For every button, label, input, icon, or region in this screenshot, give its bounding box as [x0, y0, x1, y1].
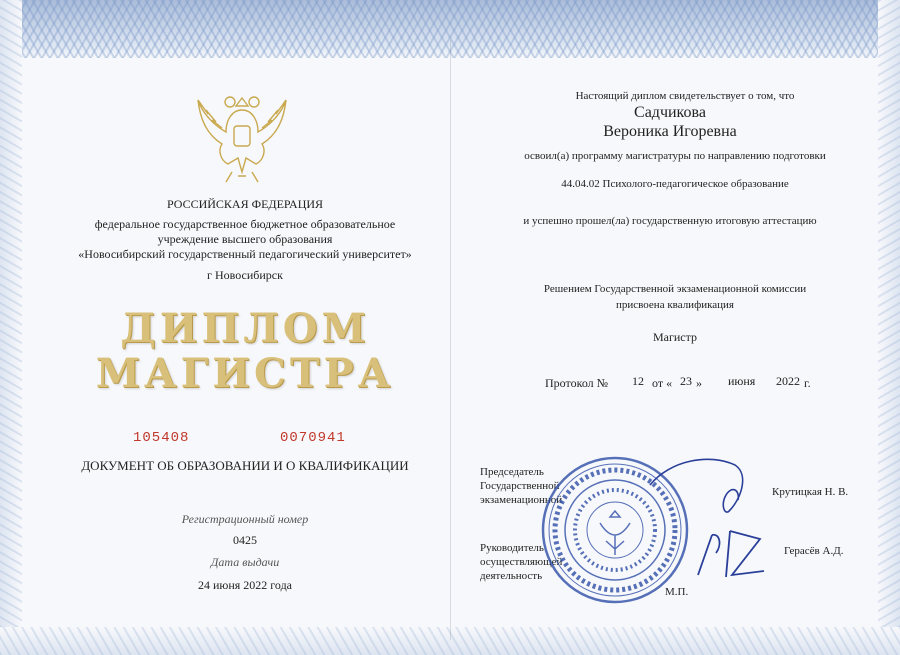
graduate-name: Вероника Игоревна [603, 123, 737, 140]
registration-label: Регистрационный номер [181, 512, 309, 526]
issue-date-label: Дата выдачи [210, 555, 280, 569]
protocol-year: 2022 [776, 374, 800, 388]
diploma-title-line-2: МАГИСТРА [95, 350, 395, 397]
country-name: РОССИЙСКАЯ ФЕДЕРАЦИЯ [166, 197, 324, 211]
decision-line-2: присвоена квалификация [616, 299, 734, 311]
protocol-day-close: » [696, 376, 702, 390]
organization-line-3: «Новосибирский государственный педагогический университет» [78, 247, 412, 261]
graduate-surname: Садчикова [634, 104, 706, 121]
chair-label-2: Государственной [480, 480, 560, 492]
stamp-place-label: М.П. [665, 586, 689, 598]
protocol-year-suffix: г. [804, 376, 811, 390]
head-label-3: деятельность [480, 570, 543, 582]
issuing-city: г Новосибирск [207, 268, 283, 282]
protocol-day: 23 [680, 374, 692, 388]
intro-text: Настоящий диплом свидетельствует о том, что [575, 90, 795, 102]
serial-series: 105408 [133, 430, 190, 446]
chair-label-1: Председатель [480, 466, 544, 478]
head-signature-icon [690, 525, 770, 585]
decision-line-1: Решением Государственной экзаменационной комиссии [543, 283, 807, 295]
head-label-2: осуществляющей [480, 556, 563, 568]
program-text: освоил(а) программу магистратуры по направлению подготовки [524, 150, 826, 162]
head-name: Герасёв А.Д. [784, 545, 844, 557]
page-fold [450, 40, 451, 640]
decorative-border-right [878, 0, 900, 655]
coat-of-arms-icon [192, 80, 292, 190]
diploma-title-line-1: ДИПЛОМ [120, 305, 370, 352]
chair-signature-icon [640, 455, 750, 525]
protocol-month: июня [728, 374, 756, 388]
serial-number: 0070941 [280, 430, 346, 446]
protocol-from-label: от « [652, 376, 673, 390]
chair-name: Крутицкая Н. В. [772, 486, 849, 498]
issue-date: 24 июня 2022 года [197, 578, 293, 592]
protocol-number: 12 [632, 374, 644, 388]
registration-number: 0425 [233, 533, 257, 547]
chair-label-3: экзаменационной [480, 494, 563, 506]
attestation-text: и успешно прошел(ла) государственную итоговую аттестацию [523, 215, 817, 227]
protocol-label: Протокол № [545, 376, 609, 390]
organization-line-1: федеральное государственное бюджетное образовательное [94, 217, 396, 231]
program-name: 44.04.02 Психолого-педагогическое образование [561, 178, 789, 190]
qualification: Магистр [652, 330, 698, 344]
organization-line-2: учреждение высшего образования [157, 232, 333, 246]
decorative-border-left [0, 0, 22, 655]
head-label-1: Руководитель [480, 542, 544, 554]
document-type: ДОКУМЕНТ ОБ ОБРАЗОВАНИИ И О КВАЛИФИКАЦИИ [81, 458, 409, 473]
